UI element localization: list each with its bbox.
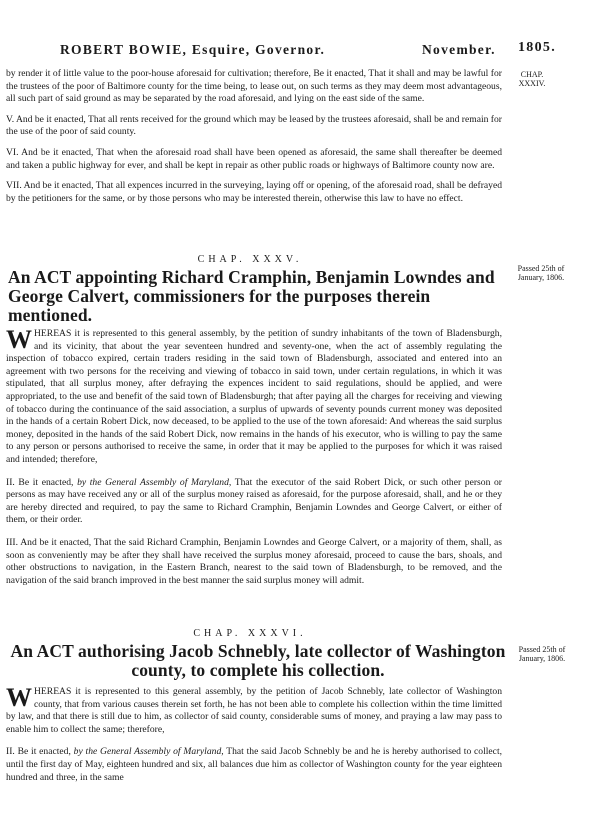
margin-note-chap34: CHAP. XXXIV. bbox=[518, 70, 546, 88]
section-35-2: II. Be it enacted, by the General Assembly of Maryland, That the executor of the said Robert Dick, or such other person or persons as may have received any or all of the surplus money raised as aforesaid, for the purpose aforesaid, shall, and he or they are hereby directed and required, to pay the same to Richard Cramphin, Benjamin Lowndes and George Calvert, or either of them, or their order. bbox=[6, 476, 503, 526]
preamble-35 bbox=[6, 325, 502, 467]
drop-cap-36: W bbox=[6, 683, 32, 712]
section-continued-p1: by render it of little value to the poor-house aforesaid for cultivation; therefore, Be it enacted, That it shall and may be lawful for the trustees of the poor of Baltimore county for the time being, to lease out, on such terms as they may deem most advantageous, all such part of said ground as may be separated by the road aforesaid, and lying on the east side of the same. bbox=[6, 68, 502, 105]
chapter-35-body bbox=[6, 325, 503, 587]
chapter-heading-36: CHAP. XXXVI. bbox=[193, 628, 307, 639]
preamble-36-text: HEREAS it is represented to this general assembly, by the petition of Jacob Schnebly, late collector of Washington county, that from various causes therein set forth, he has not been able to complete his collection within the time limitted by law, and that there is still due to him, as collector of said county, considerable sums of money, and praying a law may pass to enable him to collect the same; therefore, bbox=[6, 686, 502, 735]
act-title-36: An ACT authorising Jacob Schnebly, late collector of Washington county, to complete his collection. bbox=[10, 641, 506, 680]
margin-note-passed-36: Passed 25th of January, 1806. bbox=[518, 645, 566, 663]
chapter-36-body bbox=[6, 683, 503, 784]
act-title-35: An ACT appointing Richard Cramphin, Benjamin Lowndes and George Calvert, commissioners for the purposes therein mentioned. bbox=[8, 267, 495, 325]
section-7: VII. And be it enacted, That all expences incurred in the surveying, laying off or opening, of the aforesaid road, shall be defrayed by the petitioners for the same, or by those persons who may be interested therein, otherwise this law to have no effect. bbox=[6, 180, 502, 204]
enacting-clause: by the General Assembly of Maryland, bbox=[73, 746, 224, 758]
page-year: 1805. bbox=[518, 40, 556, 55]
chapter-heading-35: CHAP. XXXV. bbox=[197, 254, 303, 265]
drop-cap-35: W bbox=[6, 325, 32, 354]
margin-note-passed-35: Passed 25th of January, 1806. bbox=[517, 264, 565, 282]
enacting-clause: by the General Assembly of Maryland, bbox=[77, 476, 232, 488]
section-35-3: III. And be it enacted, That the said Richard Cramphin, Benjamin Lowndes and George Calvert, or a majority of them, shall, as soon as conveniently may be after they shall have received the surplus money aforesaid, proceed to cause the bars, shoals, and other obstructions to navigation, in the Eastern Branch, nearest to the said town of Bladensburgh, to be removed, and the navigation of the said branch improved in the best manner the said surplus money will admit. bbox=[6, 536, 502, 586]
preamble-35-text: HEREAS it is represented to this general assembly, by the petition of sundry inhabitants of the town of Bladensburgh, and its vicinity, that about the year seventeen hundred and seventy-one, when the act of assembly regulating the inspection of tobacco expired, certain traders residing in the said town of Bladensburgh, associated and entered into an agreement with two persons for the receiving and viewing of tobacco in said town, under certain regulations, in which it was stipulated, that all surplus money, after defraying the expences incident to said regulations, should be applied, and were appropriated, to the use and benefit of the said town of Bladensburgh; that after paying all the charges for receiving and viewing of tobacco during the continuance of the said association, a surplus of upwards of seventy pounds current money was deposited in the hands of a certain Robert Dick, now deceased, to be applied to the use of the town aforesaid: And whereas the said surplus money, deposited in the hands of the said Robert Dick, now remains in the hands of his executor, who is willing to pay the same to any person or persons authorised to receive the same, in order that it may be applied to the purposes for which it was raised and intended; therefore, bbox=[6, 328, 502, 465]
section-5: V. And be it enacted, That all rents received for the ground which may be leased by the trustees aforesaid, shall be and remain for the use of the poor of said county. bbox=[6, 113, 502, 138]
preamble-36 bbox=[6, 683, 502, 736]
section-6: VI. And be it enacted, That when the aforesaid road shall have been opened as aforesaid, the same shall thereafter be deemed and taken a public highway for ever, and shall be kept in repair as other public roads or highways of Baltimore county now are. bbox=[6, 146, 502, 171]
running-title: ROBERT BOWIE, Esquire, Governor. bbox=[60, 42, 326, 57]
section-36-2: II. Be it enacted, by the General Assembly of Maryland, That the said Jacob Schnebly be and he is hereby authorised to collect, until the first day of May, eighteen hundred and six, all balances due him as collector of Washington county for the year eighteen hundred and three, in the same bbox=[6, 746, 503, 783]
running-month: November. bbox=[422, 42, 496, 57]
page-header bbox=[60, 40, 580, 62]
continued-section bbox=[6, 68, 502, 205]
